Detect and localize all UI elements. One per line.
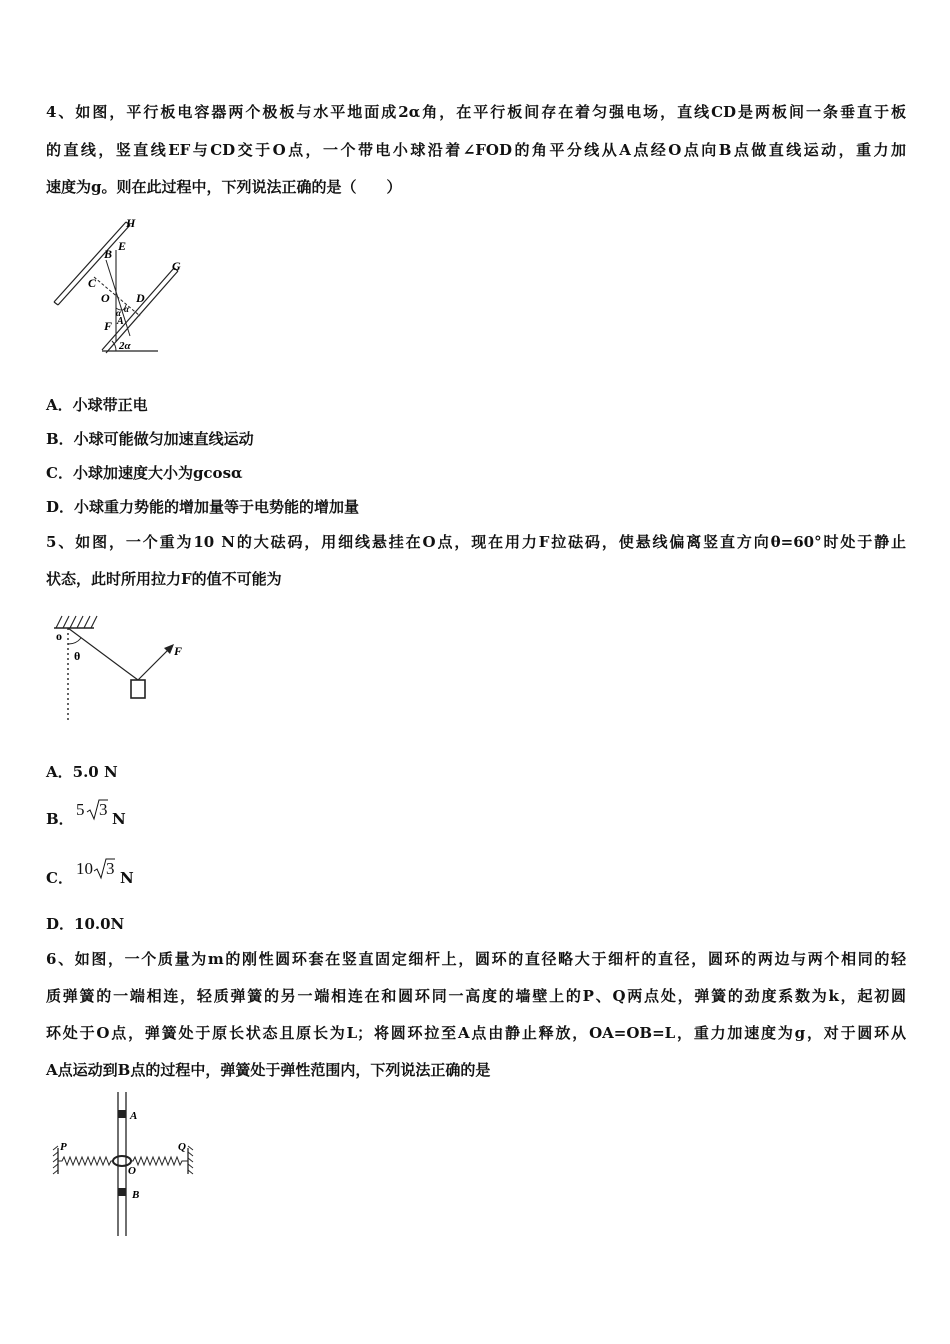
q5-option-c-unit: N [120, 869, 134, 887]
q4-label-f: F [104, 319, 113, 333]
q5-option-d: D．10.0N [46, 915, 125, 933]
q6-text-line-3: 环处于O点，弹簧处于原长状态且原长为L；将圆环拉至A点由静止释放，OA=OB=L，重力加速度为g，对于圆环从 [46, 1024, 906, 1042]
q5-label-f: F [174, 644, 183, 658]
q4-label-h: H [126, 216, 136, 230]
q4-text-line-1: 4、如图，平行板电容器两个极板与水平地面成2α角，在平行板间存在着匀强电场，直线CD是两板间一条垂直于板 [46, 103, 906, 121]
q5-option-c-coef: 10 [76, 859, 93, 878]
q4-label-o: O [101, 291, 110, 305]
q6-label-o: O [128, 1165, 136, 1177]
q5-option-c-radicand: 3 [106, 859, 115, 878]
q5-option-b-prefix: B． [46, 810, 74, 828]
q5-weight-figure [50, 610, 200, 725]
q6-label-q: Q [178, 1141, 186, 1153]
q5-option-b-radicand: 3 [99, 800, 108, 819]
q4-label-g: G [172, 259, 181, 273]
q6-label-a: A [130, 1110, 138, 1122]
q5-label-theta: θ [74, 649, 81, 663]
q4-label-d: D [136, 291, 145, 305]
q4-option-b: B．小球可能做匀加速直线运动 [46, 430, 254, 448]
q5-option-b-coef: 5 [76, 800, 85, 819]
q4-label-e: E [118, 239, 127, 253]
q4-text-line-3: 速度为g。则在此过程中，下列说法正确的是（ ） [46, 178, 402, 196]
q4-option-c: C．小球加速度大小为gcosα [46, 464, 243, 482]
q5-text-line-2: 状态，此时所用拉力F的值不可能为 [46, 570, 282, 588]
q4-label-ground-angle: 2α [119, 340, 131, 352]
q4-text-line-2: 的直线，竖直线EF与CD交于O点，一个带电小球沿着∠FOD的角平分线从A点经O点向B点做直线运动，重力加 [46, 141, 906, 159]
q6-spring-figure [50, 1090, 200, 1238]
q4-label-angle-2: α [124, 304, 129, 314]
q4-label-c: C [88, 276, 97, 290]
q4-option-d: D．小球重力势能的增加量等于电势能的增加量 [46, 498, 360, 516]
q5-label-o: o [56, 629, 62, 643]
q5-option-c-prefix: C． [46, 869, 73, 887]
q6-text-line-4: A点运动到B点的过程中，弹簧处于弹性范围内，下列说法正确的是 [46, 1061, 491, 1079]
q4-label-b: B [104, 247, 113, 261]
q4-label-angle-1: α [116, 308, 121, 318]
q4-label-a: A [117, 316, 124, 327]
q5-text-line-1: 5、如图，一个重为10 N的大砝码，用细线悬挂在O点，现在用力F拉砝码，使悬线偏离竖直方向θ=60°时处于静止 [46, 533, 906, 551]
q4-capacitor-figure [50, 212, 190, 357]
q6-text-line-2: 质弹簧的一端相连，轻质弹簧的另一端相连在和圆环同一高度的墙壁上的P、Q两点处，弹簧的劲度系数为k，起初圆 [46, 987, 906, 1005]
q6-text-line-1: 6、如图，一个质量为m的刚性圆环套在竖直固定细杆上，圆环的直径略大于细杆的直径，圆环的两边与两个相同的轻 [46, 950, 906, 968]
q5-option-a: A．5.0 N [46, 763, 118, 781]
q6-label-b: B [132, 1189, 140, 1201]
q6-label-p: P [60, 1141, 67, 1153]
q4-option-a: A．小球带正电 [46, 396, 148, 414]
q5-option-b-unit: N [112, 810, 126, 828]
